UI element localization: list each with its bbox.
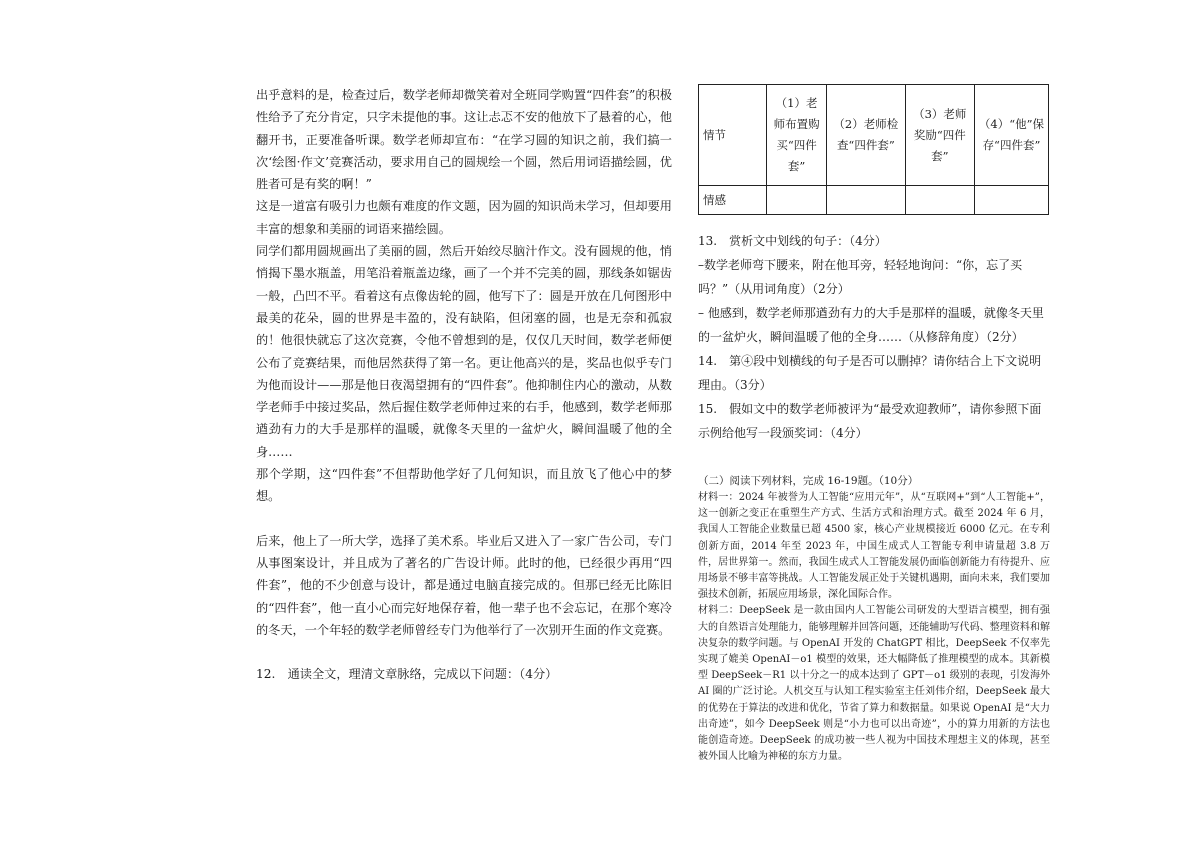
material-one: 材料一：2024 年被誉为人工智能“应用元年”，从“互联网+”到“人工智能+”，这一创新之变正在重塑生产方式、生活方式和治理方式。截至 2024 年 6 月，我国人工智能企业数量已超 4500 家，核心产业规模接近 6000 亿元。在专利创新方面，2014 年至 2023 年，中国生成式人工智能专利申请量超 3.8 万件，居世界第一。然而，我国生成式人工智能发展仍面临创新能力有待提升、应用场景不够丰富等挑战。人工智能发展正处于关键机遇期，面向未来，我们要加强技术创新，拓展应用场景，深化国际合作。 [698, 492, 1050, 601]
table-row [699, 186, 1049, 215]
spacer [698, 445, 1050, 473]
table-header-cell: （1）老师布置购买“四件套” [767, 85, 827, 186]
question-14: 14. 第④段中划横线的句子是否可以删掉？请你结合上下文说明理由。（3分） [698, 354, 1042, 392]
article-paragraph: 这是一道富有吸引力也颇有难度的作文题，因为圆的知识尚未学习，但却要用丰富的想象和美丽的词语来描绘圆。 [256, 199, 672, 236]
spacer [698, 215, 1050, 229]
question-13-part-2: – 他感到，数学老师那遒劲有力的大手是那样的温暖，就像冬天里的一盆炉火，瞬间温暖了他的全身……（从修辞角度）（2分） [698, 306, 1044, 344]
question-15: 15. 假如文中的数学老师被评为“最受欢迎教师”，请你参照下面示例给他写一段颁奖词：（4分） [698, 402, 1042, 440]
question-13: 13. 赏析文中划线的句子：（4分） [698, 234, 887, 248]
table-header-cell: （4）“他”保存“四件套” [974, 85, 1048, 186]
question-13-part-1: –数学老师弯下腰来，附在他耳旁，轻轻地询问：“你，忘了买吗？”（从用词角度）（2分） [698, 258, 1023, 296]
answer-cell [767, 186, 827, 215]
questions-column [698, 84, 1050, 765]
table-header-cell: （2）老师检查“四件套” [826, 85, 905, 186]
material-two: 材料二：DeepSeek 是一款由国内人工智能公司研发的大型语言模型，拥有强大的自然语言处理能力，能够理解并回答问题，还能辅助写代码、整理资料和解决复杂的数学问题。与 OpenAI 开发的 ChatGPT 相比，DeepSeek 不仅率先实现了媲美 OpenAI－o1 模型的效果，还大幅降低了推理模型的成本。其新模型 DeepSeek－R1 以十分之一的成本达到了 GPT－o1 级别的表现，引发海外 AI 圈的广泛讨论。人机交互与认知工程实验室主任刘伟介绍，DeepSeek 最大的优势在于算法的改进和优化，节省了算力和数据量。如果说 OpenAI 是“大力出奇迹”，如今 DeepSeek 则是“小力也可以出奇迹”，小的算力用新的方法也能创造奇迹。DeepSeek 的成功被一些人视为中国技术理想主义的体现，甚至被外国人比喻为神秘的东方力量。 [698, 605, 1050, 763]
question-12: 12. 通读全文，理清文章脉络，完成以下问题：（4分） [256, 667, 558, 682]
article-column [256, 84, 672, 685]
table-header-cell: （3）老师奖励“四件套” [905, 85, 974, 186]
section-title: （二）阅读下列材料，完成 16-19题。（10分） [698, 475, 919, 487]
table-row [699, 85, 1049, 186]
row-label-plot: 情节 [699, 85, 767, 186]
plot-emotion-table [698, 84, 1049, 215]
answer-cell [905, 186, 974, 215]
article-paragraph: 出乎意料的是，检查过后，数学老师却微笑着对全班同学购置“四件套”的积极性给予了充分肯定，只字未提他的事。这让忐忑不安的他放下了悬着的心，他翻开书，正要准备听课。数学老师却宣布：“在学习圆的知识之前，我们搞一次‘绘图·作文’竞赛活动，要求用自己的圆规绘一个圆，然后用词语描绘圆，优胜者可是有奖的啊！” [256, 88, 672, 192]
paragraph-gap [256, 641, 672, 663]
article-paragraph: 同学们都用圆规画出了美丽的圆，然后开始绞尽脑汁作文。没有圆规的他，悄悄揭下墨水瓶盖，用笔沿着瓶盖边缘，画了一个并不完美的圆，那线条如锯齿一般，凸凹不平。看着这有点像齿轮的圆，他写下了：圆是开放在几何图形中最美的花朵，圆的世界是丰盈的，没有缺陷，但闭塞的圆，也是无奈和孤寂的！他很快就忘了这次竞赛，令他不曾想到的是，仅仅几天时间，数学老师便公布了竞赛结果，而他居然获得了第一名。更让他高兴的是，奖品也似乎专门为他而设计——那是他日夜渴望拥有的“四件套”。他抑制住内心的激动，从数学老师手中接过奖品，然后握住数学老师伸过来的右手，他感到，数学老师那遒劲有力的大手是那样的温暖，就像冬天里的一盆炉火，瞬间温暖了他的全身…… [256, 244, 672, 459]
article-paragraph: 后来，他上了一所大学，选择了美术系。毕业后又进入了一家广告公司，专门从事图案设计，并且成为了著名的广告设计师。此时的他，已经很少再用“四件套”，他的不少创意与设计，都是通过电脑直接完成的。但那已经无比陈旧的“四件套”，他一直小心而完好地保存着，他一辈子也不会忘记，在那个寒冷的冬天，一个年轻的数学老师曾经专门为他举行了一次别开生面的作文竞赛。 [256, 533, 672, 637]
article-paragraph: 那个学期，这“四件套”不但帮助他学好了几何知识，而且放飞了他心中的梦想。 [256, 467, 672, 504]
answer-cell [826, 186, 905, 215]
answer-cell [974, 186, 1048, 215]
paragraph-gap [256, 508, 672, 530]
row-label-emotion: 情感 [699, 186, 767, 215]
